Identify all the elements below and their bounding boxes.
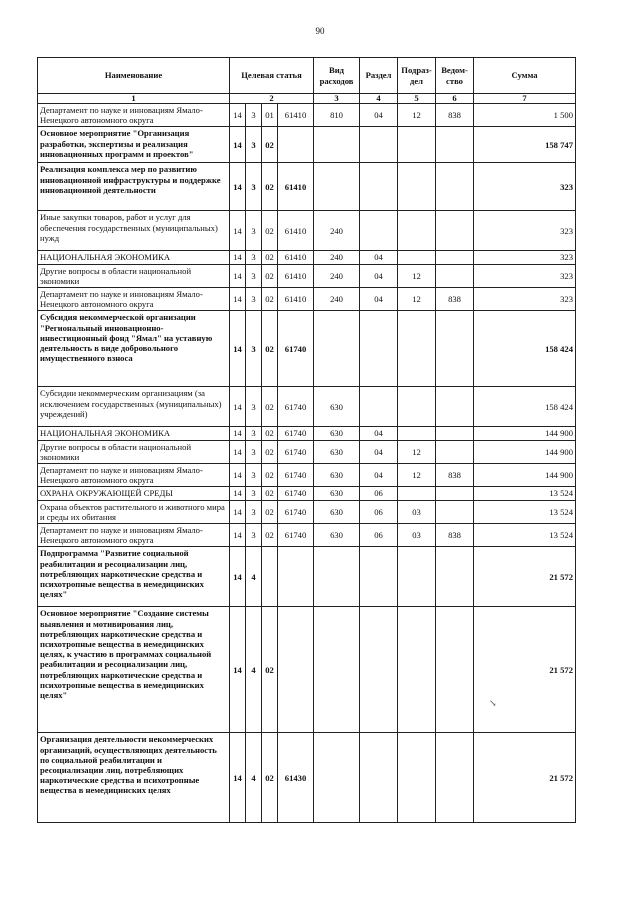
row-name: Иные закупки товаров, работ и услуг для обеспечения государственных (муниципальных) нужд [38,211,230,251]
podrazdel-cell [398,311,436,387]
podrazdel-cell: 03 [398,500,436,523]
target-code-c: 02 [262,211,278,251]
target-code-a: 14 [230,127,246,163]
target-code-b: 3 [246,524,262,547]
target-code-a: 14 [230,163,246,211]
target-code-c: 02 [262,464,278,487]
razdel-cell: 04 [360,288,398,311]
header-vedomstvo: Ведом- ство [436,58,474,94]
target-code-c: 02 [262,127,278,163]
col-number: 2 [230,94,314,104]
table-row [38,487,576,500]
row-name: Департамент по науке и инновациям Ямало-Ненецкого автономного округа [38,464,230,487]
row-name: Субсидии некоммерческим организациям (за исключением государственных (муниципальных) учреждений) [38,387,230,427]
target-code-d [278,547,314,607]
summa-cell: 323 [474,288,576,311]
table-row [38,251,576,264]
summa-cell: 323 [474,264,576,287]
target-code-c: 02 [262,524,278,547]
table-row [38,387,576,427]
vid-cell: 810 [314,104,360,127]
target-code-b: 3 [246,311,262,387]
col-number: 7 [474,94,576,104]
vedomstvo-cell: 838 [436,464,474,487]
vid-cell: 240 [314,288,360,311]
row-name: НАЦИОНАЛЬНАЯ ЭКОНОМИКА [38,427,230,440]
razdel-cell: 06 [360,500,398,523]
vedomstvo-cell [436,387,474,427]
table-row [38,500,576,523]
target-code-c: 02 [262,387,278,427]
row-name: Департамент по науке и инновациям Ямало-Ненецкого автономного округа [38,524,230,547]
vid-cell [314,127,360,163]
razdel-cell: 06 [360,487,398,500]
stray-mark: ↘ [489,698,497,708]
razdel-cell: 04 [360,264,398,287]
razdel-cell: 04 [360,440,398,463]
row-name: НАЦИОНАЛЬНАЯ ЭКОНОМИКА [38,251,230,264]
target-code-b: 3 [246,487,262,500]
col-number: 4 [360,94,398,104]
target-code-b: 3 [246,500,262,523]
target-code-d: 61410 [278,251,314,264]
col-number: 5 [398,94,436,104]
target-code-b: 3 [246,127,262,163]
col-number: 3 [314,94,360,104]
summa-cell: 21 572 [474,547,576,607]
razdel-cell [360,733,398,823]
target-code-c: 02 [262,251,278,264]
target-code-a: 14 [230,264,246,287]
vid-cell: 630 [314,387,360,427]
target-code-b: 4 [246,607,262,733]
row-name: Другие вопросы в области национальной экономики [38,264,230,287]
row-name: ОХРАНА ОКРУЖАЮЩЕЙ СРЕДЫ [38,487,230,500]
header-target: Целевая статья [230,58,314,94]
summa-cell: 323 [474,163,576,211]
target-code-d: 61410 [278,264,314,287]
row-name: Реализация комплекса мер по развитию инновационной инфраструктуры и поддержке инновационной деятельности [38,163,230,211]
summa-cell: 323 [474,211,576,251]
target-code-d: 61410 [278,211,314,251]
target-code-c: 02 [262,427,278,440]
vedomstvo-cell [436,487,474,500]
summa-cell: 13 524 [474,524,576,547]
table-row [38,127,576,163]
podrazdel-cell: 03 [398,524,436,547]
target-code-d: 61740 [278,464,314,487]
vedomstvo-cell [436,251,474,264]
podrazdel-cell [398,127,436,163]
vid-cell: 630 [314,500,360,523]
target-code-a: 14 [230,387,246,427]
row-name: Департамент по науке и инновациям Ямало-Ненецкого автономного округа [38,104,230,127]
table-row [38,607,576,733]
vid-cell: 630 [314,440,360,463]
vid-cell [314,163,360,211]
podrazdel-cell [398,487,436,500]
header-row [38,58,576,94]
row-name: Организация деятельности некоммерческих организаций, осуществляющих деятельность по социальной реабилитации и ресоциализации лиц, потребляющих наркотические средства и психотропные вещества в немедицинских целях [38,733,230,823]
razdel-cell [360,211,398,251]
target-code-d [278,127,314,163]
target-code-b: 3 [246,264,262,287]
target-code-b: 3 [246,427,262,440]
summa-cell: 21 572 [474,607,576,733]
podrazdel-cell: 12 [398,464,436,487]
target-code-d: 61410 [278,163,314,211]
razdel-cell [360,127,398,163]
row-name: Основное мероприятие "Создание системы выявления и мотивирования лиц, потребляющих наркотические средства и психотропные вещества в немедицинских целях, к участию в программах социальной реабилитации и ресоциализации лиц, потребляющих наркотические средства и психотропные вещества в немедицинских целях" [38,607,230,733]
razdel-cell [360,387,398,427]
target-code-a: 14 [230,487,246,500]
target-code-a: 14 [230,211,246,251]
podrazdel-cell [398,251,436,264]
podrazdel-cell [398,387,436,427]
vid-cell: 630 [314,524,360,547]
vedomstvo-cell [436,163,474,211]
vedomstvo-cell: 838 [436,104,474,127]
podrazdel-cell [398,547,436,607]
vedomstvo-cell [436,427,474,440]
target-code-c: 02 [262,163,278,211]
table-row [38,264,576,287]
target-code-d: 61740 [278,387,314,427]
header-name: Наименование [38,58,230,94]
target-code-c: 02 [262,288,278,311]
target-code-a: 14 [230,104,246,127]
target-code-c: 02 [262,500,278,523]
header-summa: Сумма [474,58,576,94]
table-row [38,733,576,823]
target-code-b: 3 [246,163,262,211]
header-podrazdel: Подраз- дел [398,58,436,94]
target-code-d [278,607,314,733]
vedomstvo-cell [436,440,474,463]
table-row [38,427,576,440]
summa-cell: 144 900 [474,440,576,463]
vedomstvo-cell [436,127,474,163]
target-code-c: 02 [262,264,278,287]
summa-cell: 144 900 [474,464,576,487]
table-row [38,547,576,607]
table-row [38,464,576,487]
vedomstvo-cell [436,547,474,607]
podrazdel-cell [398,427,436,440]
summa-cell: 144 900 [474,427,576,440]
podrazdel-cell: 12 [398,288,436,311]
target-code-b: 4 [246,733,262,823]
target-code-d: 61740 [278,311,314,387]
target-code-a: 14 [230,288,246,311]
target-code-d: 61410 [278,288,314,311]
vid-cell [314,733,360,823]
vedomstvo-cell [436,607,474,733]
podrazdel-cell [398,733,436,823]
vedomstvo-cell [436,733,474,823]
table-row [38,288,576,311]
podrazdel-cell: 12 [398,264,436,287]
header-razdel: Раздел [360,58,398,94]
razdel-cell [360,163,398,211]
target-code-d: 61740 [278,440,314,463]
summa-cell: 21 572 [474,733,576,823]
target-code-a: 14 [230,547,246,607]
razdel-cell [360,547,398,607]
target-code-a: 14 [230,500,246,523]
target-code-b: 3 [246,288,262,311]
target-code-d: 61430 [278,733,314,823]
summa-cell: 13 524 [474,500,576,523]
summa-cell: 323 [474,251,576,264]
table-row [38,104,576,127]
summa-cell: 13 524 [474,487,576,500]
summa-cell: 1 500 [474,104,576,127]
vid-cell: 630 [314,464,360,487]
vedomstvo-cell: 838 [436,524,474,547]
row-name: Охрана объектов растительного и животного мира и среды их обитания [38,500,230,523]
vedomstvo-cell [436,500,474,523]
row-name: Департамент по науке и инновациям Ямало-Ненецкого автономного округа [38,288,230,311]
vid-cell [314,607,360,733]
table-row [38,211,576,251]
razdel-cell [360,311,398,387]
vid-cell [314,547,360,607]
podrazdel-cell: 12 [398,440,436,463]
row-name: Подпрограмма "Развитие социальной реабилитации и ресоциализации лиц, потребляющих наркотические средства и психотропные вещества в немедицинских целях" [38,547,230,607]
target-code-a: 14 [230,440,246,463]
target-code-c: 02 [262,487,278,500]
razdel-cell [360,607,398,733]
vid-cell [314,311,360,387]
target-code-a: 14 [230,733,246,823]
row-name: Основное мероприятие "Организация разработки, экспертизы и реализация инновационных программ и проектов" [38,127,230,163]
table-row [38,524,576,547]
vid-cell: 630 [314,487,360,500]
podrazdel-cell [398,163,436,211]
table-row [38,163,576,211]
vid-cell: 240 [314,211,360,251]
target-code-b: 3 [246,211,262,251]
podrazdel-cell: 12 [398,104,436,127]
target-code-c: 01 [262,104,278,127]
table-row [38,311,576,387]
summa-cell: 158 747 [474,127,576,163]
target-code-c: 02 [262,440,278,463]
vid-cell: 240 [314,264,360,287]
col-number: 6 [436,94,474,104]
target-code-a: 14 [230,311,246,387]
target-code-d: 61740 [278,524,314,547]
vedomstvo-cell [436,264,474,287]
target-code-b: 3 [246,104,262,127]
target-code-a: 14 [230,464,246,487]
row-name: Субсидия некоммерческой организации "Региональный инновационно-инвестиционный фонд "Ямал" на уставную деятельность в виде добровольного имущественного взноса [38,311,230,387]
vedomstvo-cell: 838 [436,288,474,311]
razdel-cell: 06 [360,524,398,547]
row-name: Другие вопросы в области национальной экономики [38,440,230,463]
razdel-cell: 04 [360,427,398,440]
target-code-a: 14 [230,427,246,440]
target-code-d: 61740 [278,427,314,440]
target-code-a: 14 [230,524,246,547]
col-number: 1 [38,94,230,104]
target-code-d: 61740 [278,500,314,523]
page-number: 90 [315,26,325,36]
vedomstvo-cell [436,211,474,251]
target-code-b: 3 [246,251,262,264]
target-code-a: 14 [230,607,246,733]
target-code-b: 3 [246,387,262,427]
target-code-b: 3 [246,464,262,487]
target-code-c: 02 [262,311,278,387]
target-code-b: 4 [246,547,262,607]
target-code-d: 61410 [278,104,314,127]
target-code-a: 14 [230,251,246,264]
summa-cell: 158 424 [474,387,576,427]
target-code-b: 3 [246,440,262,463]
vid-cell: 240 [314,251,360,264]
razdel-cell: 04 [360,464,398,487]
target-code-d: 61740 [278,487,314,500]
vedomstvo-cell [436,311,474,387]
summa-cell: 158 424 [474,311,576,387]
podrazdel-cell [398,607,436,733]
target-code-c [262,547,278,607]
razdel-cell: 04 [360,251,398,264]
target-code-c: 02 [262,733,278,823]
razdel-cell: 04 [360,104,398,127]
target-code-c: 02 [262,607,278,733]
column-number-row [38,94,576,104]
header-vid: Вид расходов [314,58,360,94]
podrazdel-cell [398,211,436,251]
vid-cell: 630 [314,427,360,440]
table-row [38,440,576,463]
